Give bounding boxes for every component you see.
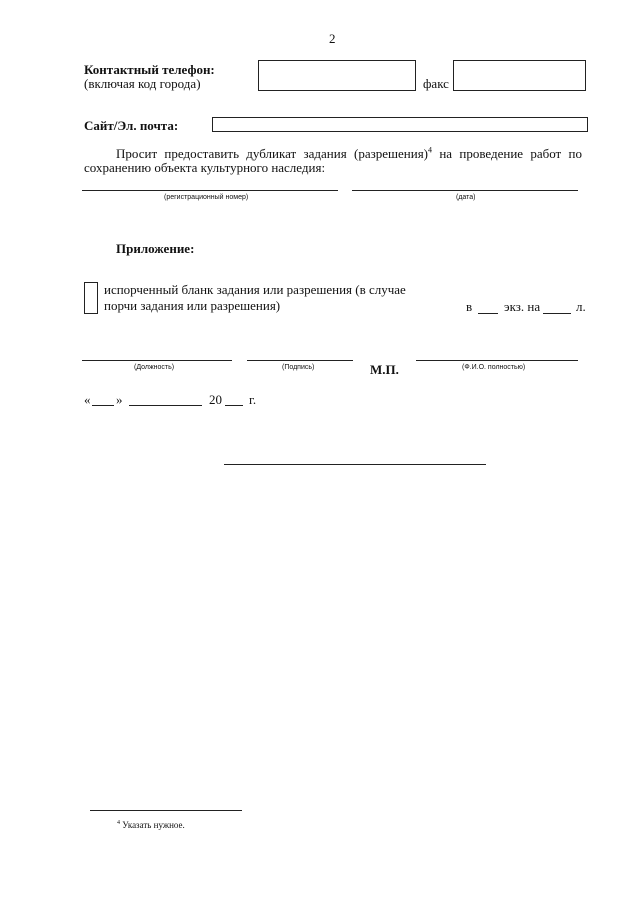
fax-field[interactable] bbox=[453, 60, 586, 91]
footnote-text: Указать нужное. bbox=[122, 820, 185, 830]
day-line[interactable] bbox=[92, 405, 114, 406]
signature-line[interactable] bbox=[247, 360, 353, 361]
registration-number-caption: (регистрационный номер) bbox=[164, 194, 249, 201]
copies-mid: экз. на bbox=[504, 299, 541, 314]
footnote bbox=[117, 820, 185, 831]
footnote-mark: 4 bbox=[117, 820, 120, 826]
request-footnote-mark: 4 bbox=[428, 145, 433, 155]
request-text-start: Просит предоставить дубликат задания (разрешения) bbox=[116, 146, 429, 161]
attachment-item-line-1: испорченный бланк задания или разрешения (в случае bbox=[104, 282, 406, 297]
position-line[interactable] bbox=[82, 360, 232, 361]
year-line[interactable] bbox=[225, 405, 243, 406]
fax-label: факс bbox=[423, 76, 449, 91]
date-close-quote: » bbox=[116, 392, 123, 407]
separator-line bbox=[224, 464, 486, 465]
attachment-checkbox[interactable] bbox=[84, 282, 98, 314]
date-line[interactable] bbox=[352, 190, 578, 191]
stamp-label: М.П. bbox=[370, 362, 399, 377]
attachment-item-line-2: порчи задания или разрешения) bbox=[104, 298, 281, 313]
request-text-end: на проведение работ по bbox=[439, 146, 583, 161]
copies-suffix: л. bbox=[576, 299, 586, 314]
position-caption: (Должность) bbox=[134, 364, 175, 371]
registration-number-line[interactable] bbox=[82, 190, 338, 191]
attachment-heading: Приложение: bbox=[116, 241, 195, 256]
phone-sublabel: (включая код города) bbox=[84, 76, 201, 91]
site-email-field[interactable] bbox=[212, 117, 588, 132]
phone-label: Контактный телефон: bbox=[84, 62, 215, 77]
footnote-separator bbox=[90, 810, 242, 811]
phone-field[interactable] bbox=[258, 60, 416, 91]
date-open-quote: « bbox=[84, 392, 91, 407]
year-suffix: г. bbox=[249, 392, 257, 407]
date-caption: (дата) bbox=[456, 194, 476, 201]
signature-caption: (Подпись) bbox=[282, 364, 315, 371]
request-line-2: сохранению объекта культурного наследия: bbox=[84, 160, 326, 175]
sheets-count-line[interactable] bbox=[543, 313, 571, 314]
year-prefix: 20 bbox=[209, 392, 222, 407]
copies-count-line[interactable] bbox=[478, 313, 498, 314]
page-number: 2 bbox=[329, 31, 336, 46]
month-line[interactable] bbox=[129, 405, 202, 406]
full-name-caption: (Ф.И.О. полностью) bbox=[462, 364, 526, 371]
full-name-line[interactable] bbox=[416, 360, 578, 361]
site-label: Сайт/Эл. почта: bbox=[84, 118, 179, 133]
copies-prefix: в bbox=[466, 299, 473, 314]
